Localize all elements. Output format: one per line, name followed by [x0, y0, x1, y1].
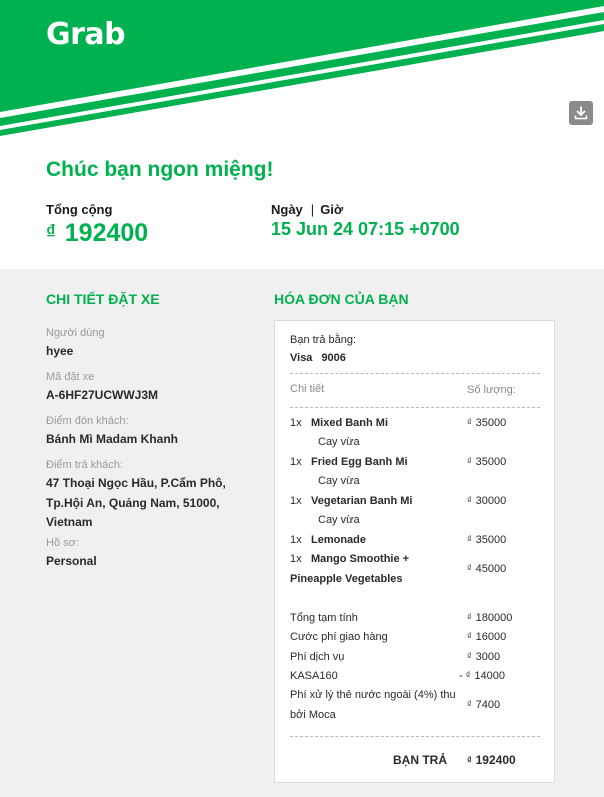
- card-last4: 9006: [321, 352, 346, 364]
- item-name: Vegetarian Banh Mi: [311, 495, 413, 507]
- item-qty: 1x: [290, 456, 302, 468]
- card-brand: Visa: [290, 352, 313, 364]
- item-price: [467, 456, 506, 468]
- item-note: Cay vừa: [318, 475, 360, 487]
- item-note: Cay vừa: [318, 436, 360, 448]
- date-label: Ngày: [271, 202, 303, 217]
- item-qty: 1x: [290, 553, 302, 565]
- currency-symbol: ₫: [467, 534, 472, 544]
- item-name: Lemonade: [311, 534, 367, 546]
- download-icon: [569, 101, 593, 125]
- subtotal-label: Tổng tạm tính: [290, 612, 358, 624]
- item-price-value: 35000: [475, 456, 507, 468]
- currency-symbol: ₫: [467, 651, 472, 661]
- payment-card: [290, 352, 346, 364]
- booking-code-label: Mã đặt xe: [46, 371, 95, 383]
- foreign-card-fee-label: Phí xử lý thẻ nước ngoài (4%) thu: [290, 689, 456, 701]
- currency-symbol: ₫: [467, 755, 472, 765]
- currency-symbol: ₫: [465, 670, 471, 680]
- detail-column-header: Chi tiết: [290, 383, 325, 395]
- quantity-column-header: Số lượng:: [467, 384, 516, 396]
- foreign-card-fee-label-continued: bởi Moca: [290, 709, 336, 721]
- service-fee-amount: 3000: [475, 651, 501, 663]
- currency-symbol: ₫: [467, 495, 472, 505]
- promo-discount-value: [459, 670, 505, 682]
- item-qty: 1x: [290, 534, 302, 546]
- item-price: [467, 563, 506, 575]
- item-name: Mango Smoothie +: [311, 553, 410, 565]
- profile-label: Hồ sơ:: [46, 537, 79, 549]
- item-price-value: 45000: [475, 563, 507, 575]
- item-note: Cay vừa: [318, 514, 360, 526]
- pickup-value: Bánh Mì Madam Khanh: [46, 432, 179, 446]
- delivery-fee-amount: 16000: [475, 631, 507, 643]
- item-price-value: 35000: [475, 417, 507, 429]
- booking-code-value: A-6HF27UCWWJ3M: [46, 388, 159, 402]
- promo-discount-amount: 14000: [474, 670, 505, 682]
- currency-symbol: ₫: [467, 563, 472, 573]
- item-price-value: 30000: [475, 495, 507, 507]
- foreign-card-fee-value: [467, 699, 500, 711]
- subtotal-value: [467, 612, 512, 624]
- currency-symbol: ₫: [467, 456, 472, 466]
- amount-paid-value: [467, 753, 516, 767]
- promo-code-label: KASA160: [290, 670, 338, 682]
- user-label: Người dùng: [46, 327, 105, 339]
- user-value: hyee: [46, 344, 74, 358]
- foreign-card-fee-amount: 7400: [475, 699, 501, 711]
- currency-symbol: ₫: [467, 612, 472, 622]
- delivery-fee-value: [467, 631, 506, 643]
- divider: [290, 407, 540, 408]
- booking-details-title: CHI TIẾT ĐẶT XE: [46, 291, 160, 307]
- currency-symbol: ₫: [467, 631, 472, 641]
- greeting-title: Chúc bạn ngon miệng!: [46, 158, 274, 181]
- divider: [290, 373, 540, 374]
- item-price: [467, 534, 506, 546]
- date-time-label: [271, 202, 343, 217]
- total-amount: [46, 219, 148, 248]
- item-qty: 1x: [290, 417, 302, 429]
- receipt-title: HÓA ĐƠN CỦA BẠN: [274, 291, 409, 307]
- order-datetime: 15 Jun 24 07:15 +0700: [271, 219, 460, 239]
- amount-paid-label: BẠN TRẢ: [393, 753, 447, 767]
- item-price: [467, 417, 506, 429]
- currency-symbol: ₫: [467, 699, 472, 709]
- service-fee-label: Phí dịch vụ: [290, 651, 345, 663]
- dropoff-value: 47 Thoại Ngọc Hầu, P.Cẩm Phô, Tp.Hội An, Quảng Nam, 51000, Vietnam: [46, 476, 226, 529]
- divider: [290, 736, 540, 737]
- total-amount-value: 192400: [64, 219, 149, 247]
- download-button[interactable]: [569, 101, 593, 125]
- service-fee-value: [467, 651, 500, 663]
- receipt-header: [0, 0, 604, 150]
- item-name-continued: Pineapple Vegetables: [290, 573, 403, 585]
- amount-paid-amount: 192400: [475, 753, 516, 767]
- paid-with-label: Bạn trả bằng:: [290, 334, 357, 346]
- minus-sign: -: [459, 670, 463, 682]
- item-qty: 1x: [290, 495, 302, 507]
- currency-symbol: ₫: [467, 417, 472, 427]
- profile-value: Personal: [46, 554, 97, 568]
- currency-symbol: ₫: [46, 222, 56, 243]
- dropoff-label: Điểm trả khách:: [46, 459, 124, 471]
- pickup-label: Điểm đón khách:: [46, 415, 129, 427]
- subtotal-amount: 180000: [475, 612, 513, 624]
- item-name: Mixed Banh Mi: [311, 417, 389, 429]
- item-name: Fried Egg Banh Mi: [311, 456, 408, 468]
- total-label: Tổng cộng: [46, 202, 113, 217]
- time-label: Giờ: [320, 202, 344, 217]
- item-price-value: 35000: [475, 534, 507, 546]
- label-separator: |: [310, 202, 315, 217]
- item-price: [467, 495, 506, 507]
- delivery-fee-label: Cước phí giao hàng: [290, 631, 388, 643]
- grab-logo: Grab: [46, 17, 126, 52]
